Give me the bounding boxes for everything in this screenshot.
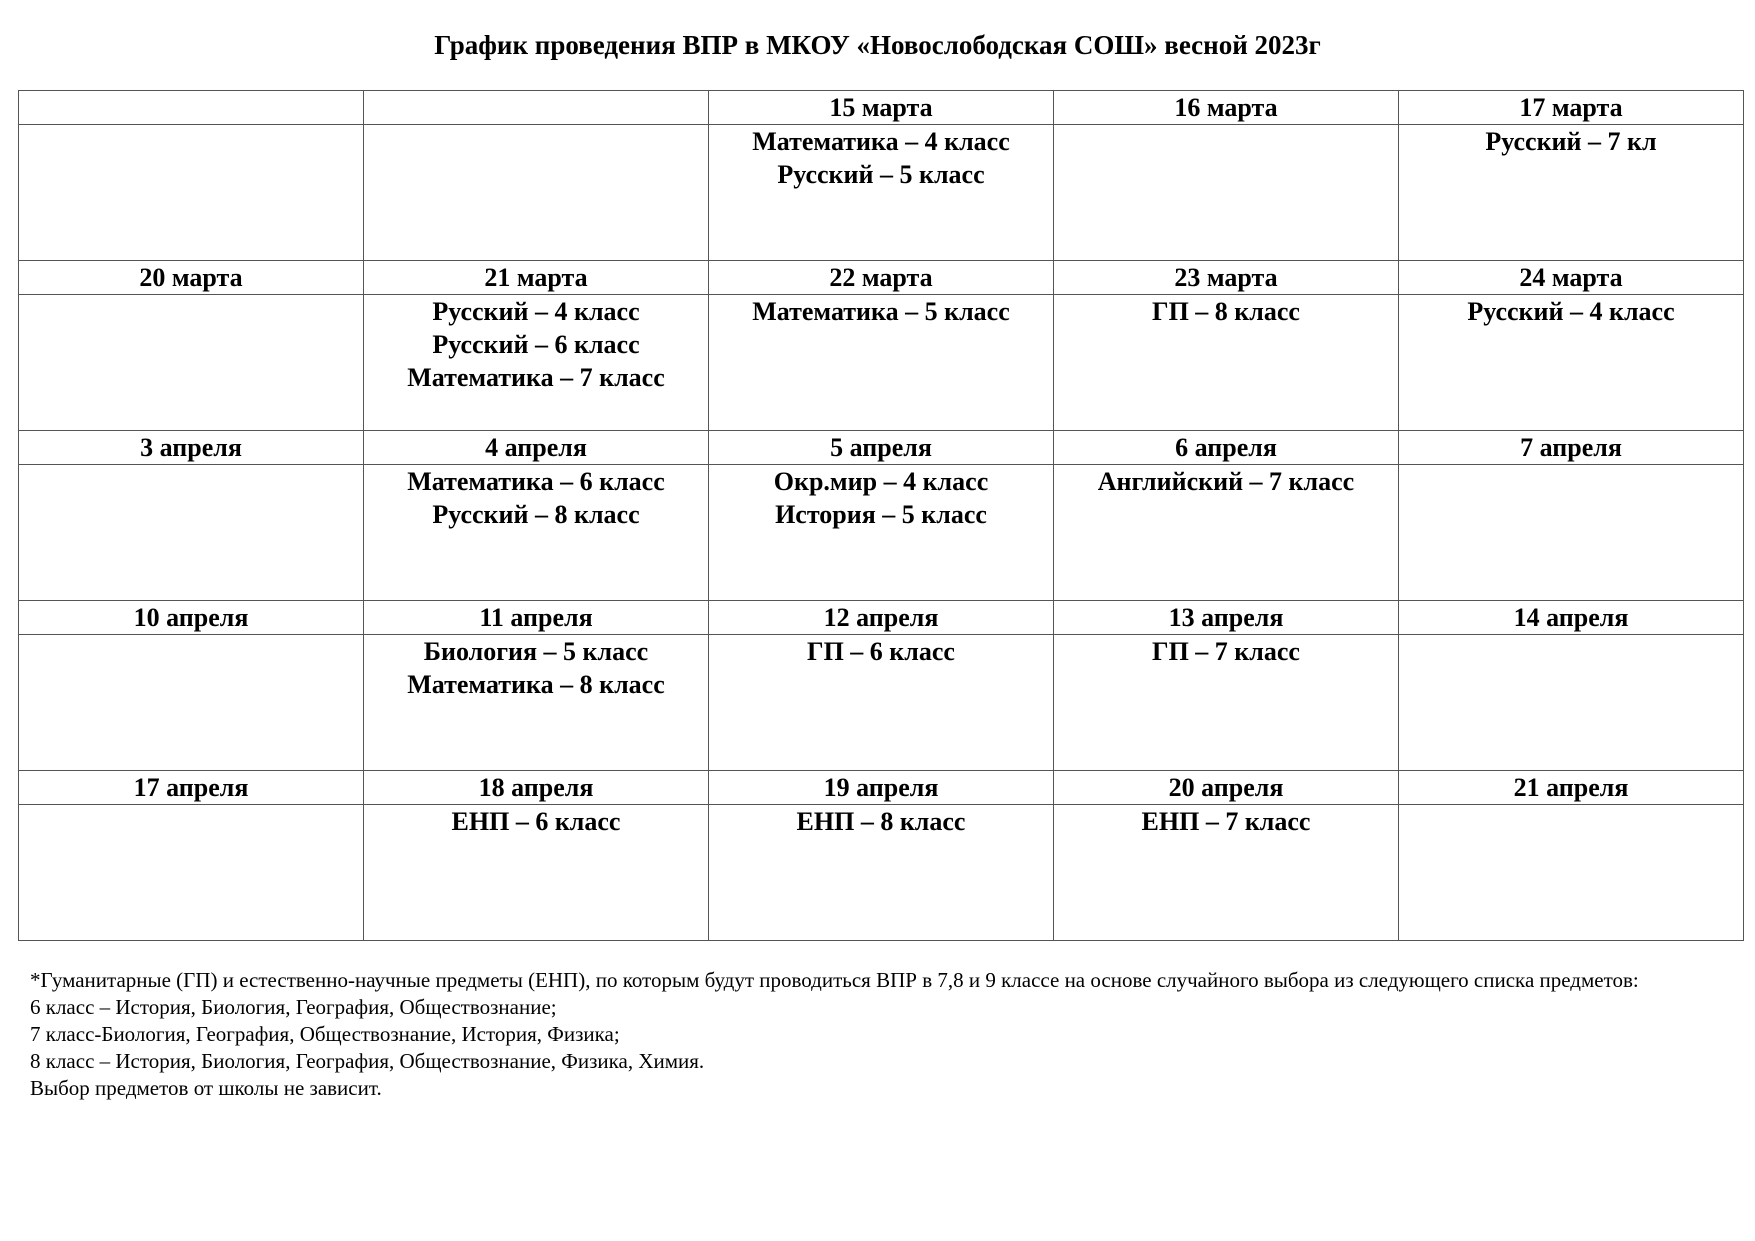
exam-entry: Математика – 6 класс xyxy=(407,467,665,496)
subjects-cell xyxy=(1054,635,1399,771)
date-cell: 12 апреля xyxy=(709,601,1054,635)
subjects-cell xyxy=(1399,805,1744,941)
subjects-cell xyxy=(364,805,709,941)
subjects-row xyxy=(19,125,1744,261)
footnote-line: 8 класс – История, Биология, География, Обществознание, Физика, Химия. xyxy=(30,1049,705,1073)
subjects-cell xyxy=(364,295,709,431)
subjects-row xyxy=(19,295,1744,431)
exam-entry: Русский – 5 класс xyxy=(777,160,985,189)
date-row xyxy=(19,91,1744,125)
exam-entry: ГП – 6 класс xyxy=(807,637,955,666)
exam-entry: Математика – 5 класс xyxy=(752,297,1010,326)
date-cell xyxy=(19,91,364,125)
exam-entry: Математика – 4 класс xyxy=(752,127,1010,156)
exam-entry: Математика – 7 класс xyxy=(407,363,665,392)
exam-entry: Русский – 7 кл xyxy=(1485,127,1657,156)
exam-entry: ЕНП – 6 класс xyxy=(451,807,621,836)
date-cell xyxy=(364,91,709,125)
exam-entry: Математика – 8 класс xyxy=(407,670,665,699)
date-cell: 21 марта xyxy=(364,261,709,295)
date-cell: 17 апреля xyxy=(19,771,364,805)
date-cell: 23 марта xyxy=(1054,261,1399,295)
subjects-cell xyxy=(1399,295,1744,431)
subjects-cell xyxy=(709,635,1054,771)
exam-entry: ГП – 7 класс xyxy=(1152,637,1300,666)
exam-entry: Биология – 5 класс xyxy=(423,637,649,666)
exam-entry: Русский – 4 класс xyxy=(432,297,640,326)
date-cell: 20 марта xyxy=(19,261,364,295)
subjects-cell xyxy=(19,125,364,261)
subjects-cell xyxy=(1399,635,1744,771)
subjects-cell xyxy=(19,635,364,771)
date-cell: 4 апреля xyxy=(364,431,709,465)
date-cell: 20 апреля xyxy=(1054,771,1399,805)
date-row xyxy=(19,771,1744,805)
subjects-cell xyxy=(709,125,1054,261)
date-cell: 18 апреля xyxy=(364,771,709,805)
footnote-line: Выбор предметов от школы не зависит. xyxy=(30,1076,382,1100)
exam-entry: Русский – 8 класс xyxy=(432,500,640,529)
subjects-row xyxy=(19,805,1744,941)
exam-entry: ЕНП – 8 класс xyxy=(796,807,966,836)
date-cell: 7 апреля xyxy=(1399,431,1744,465)
subjects-cell xyxy=(709,295,1054,431)
footnote-line: 6 класс – История, Биология, География, Обществознание; xyxy=(30,995,557,1019)
date-cell: 10 апреля xyxy=(19,601,364,635)
subjects-cell xyxy=(1054,805,1399,941)
subjects-cell xyxy=(1399,465,1744,601)
exam-entry: Английский – 7 класс xyxy=(1097,467,1355,496)
date-cell: 14 апреля xyxy=(1399,601,1744,635)
date-cell: 16 марта xyxy=(1054,91,1399,125)
subjects-cell xyxy=(19,465,364,601)
date-cell: 22 марта xyxy=(709,261,1054,295)
footnote-line: *Гуманитарные (ГП) и естественно-научные предметы (ЕНП), по которым будут проводиться ВПР в 7,8 и 9 классе на основе случайного выбора из следующего списка предметов: xyxy=(30,968,1639,992)
date-cell: 11 апреля xyxy=(364,601,709,635)
subjects-row xyxy=(19,635,1744,771)
date-cell: 15 марта xyxy=(709,91,1054,125)
date-cell: 21 апреля xyxy=(1399,771,1744,805)
date-row xyxy=(19,431,1744,465)
exam-entry: История – 5 класс xyxy=(775,500,987,529)
footnote xyxy=(30,967,1730,1102)
date-cell: 5 апреля xyxy=(709,431,1054,465)
subjects-cell xyxy=(19,295,364,431)
subjects-cell xyxy=(1054,465,1399,601)
subjects-cell xyxy=(364,465,709,601)
date-cell: 17 марта xyxy=(1399,91,1744,125)
subjects-cell xyxy=(364,125,709,261)
exam-entry: Русский – 6 класс xyxy=(432,330,640,359)
subjects-cell xyxy=(1054,295,1399,431)
subjects-cell xyxy=(709,465,1054,601)
date-row xyxy=(19,601,1744,635)
date-row xyxy=(19,261,1744,295)
subjects-row xyxy=(19,465,1744,601)
subjects-cell xyxy=(709,805,1054,941)
date-cell: 19 апреля xyxy=(709,771,1054,805)
subjects-cell xyxy=(19,805,364,941)
footnote-line: 7 класс-Биология, География, Обществознание, История, Физика; xyxy=(30,1022,620,1046)
date-cell: 24 марта xyxy=(1399,261,1744,295)
exam-entry: Русский – 4 класс xyxy=(1467,297,1675,326)
subjects-cell xyxy=(364,635,709,771)
subjects-cell xyxy=(1399,125,1744,261)
schedule-table xyxy=(18,90,1744,941)
exam-entry: ГП – 8 класс xyxy=(1152,297,1300,326)
exam-entry: Окр.мир – 4 класс xyxy=(773,467,989,496)
date-cell: 13 апреля xyxy=(1054,601,1399,635)
exam-entry: ЕНП – 7 класс xyxy=(1141,807,1311,836)
date-cell: 3 апреля xyxy=(19,431,364,465)
page-title: График проведения ВПР в МКОУ «Новослободская СОШ» весной 2023г xyxy=(434,30,1321,60)
subjects-cell xyxy=(1054,125,1399,261)
date-cell: 6 апреля xyxy=(1054,431,1399,465)
